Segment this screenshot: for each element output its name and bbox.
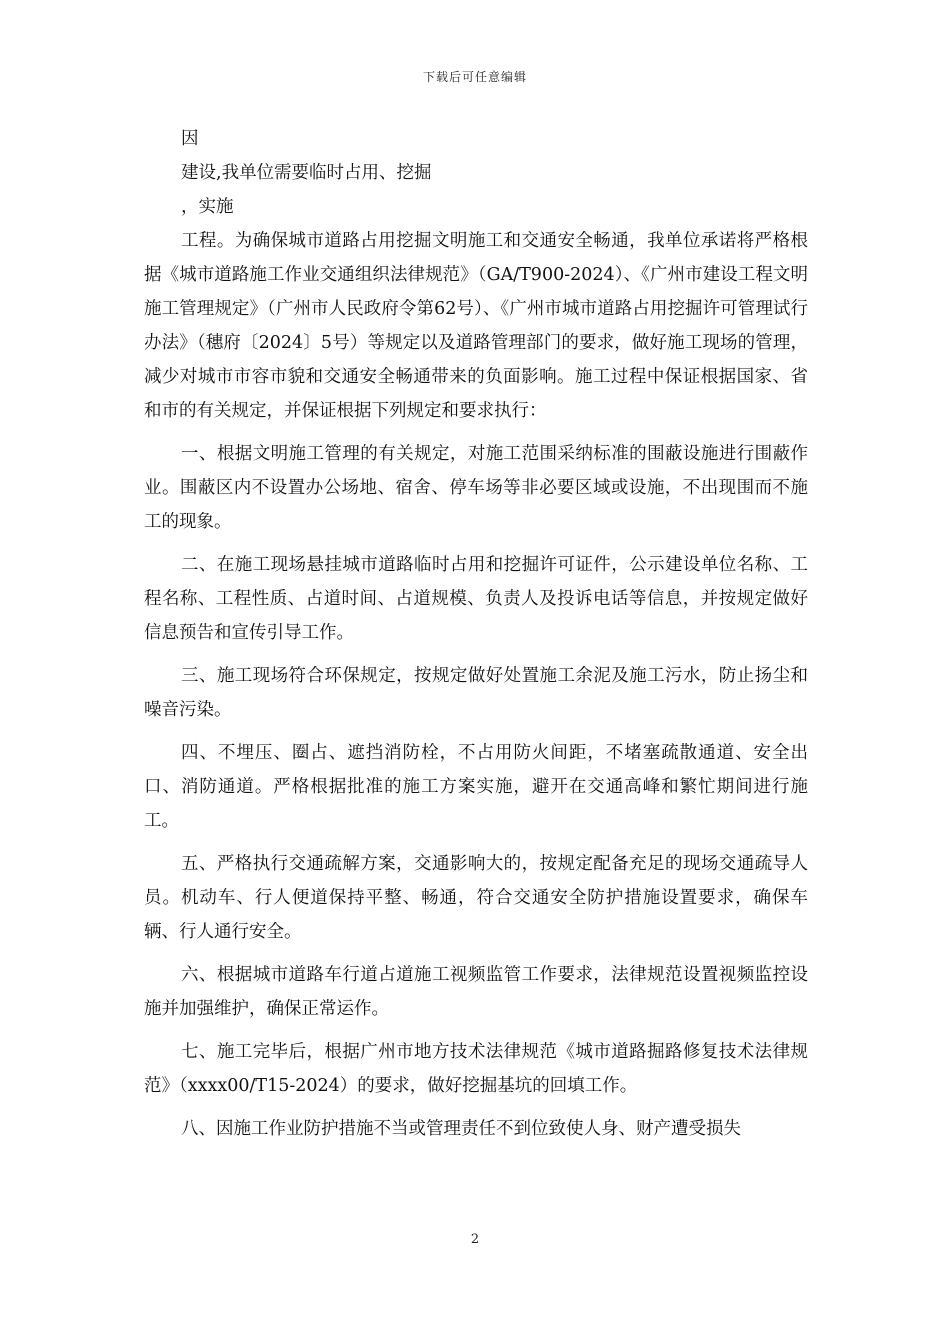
page-number: 2	[470, 1232, 480, 1247]
body-line-1: 因	[181, 129, 199, 149]
item-paragraph-6: 六、根据城市道路车行道占道施工视频监管工作要求，法律规范设置视频监控设施并加强维护，确保正常运作。	[144, 965, 808, 1019]
item-paragraph-3: 三、施工现场符合环保规定，按规定做好处置施工余泥及施工污水，防止扬尘和噪音污染。	[144, 666, 808, 720]
item-paragraph-1: 一、根据文明施工管理的有关规定，对施工范围采纳标准的围蔽设施进行围蔽作业。围蔽区内不设置办公场地、宿舍、停车场等非必要区域或设施，不出现围而不施工的现象。	[144, 444, 808, 532]
body-line-3: ，实施	[181, 197, 234, 217]
header-note: 下载后可任意编辑	[422, 70, 527, 84]
item-paragraph-7: 七、施工完毕后，根据广州市地方技术法律规范《城市道路掘路修复技术法律规范》（xxxx00/T15-2024）的要求，做好挖掘基坑的回填工作。	[144, 1042, 808, 1096]
body-line-2: 建设,我单位需要临时占用、挖掘	[181, 163, 432, 183]
item-paragraph-4: 四、不埋压、圈占、遮挡消防栓，不占用防火间距，不堵塞疏散通道、安全出口、消防通道。严格根据批准的施工方案实施，避开在交通高峰和繁忙期间进行施工。	[144, 743, 808, 831]
item-paragraph-8: 八、因施工作业防护措施不当或管理责任不到位致使人身、财产遭受损失	[181, 1119, 741, 1139]
document-body	[144, 122, 808, 1146]
intro-paragraph: 工程。为确保城市道路占用挖掘文明施工和交通安全畅通，我单位承诺将严格根据《城市道路施工作业交通组织法律规范》（GA/T900-2024）、《广州市建设工程文明施工管理规定》（广州市人民政府令第62号）、《广州市城市道路占用挖掘许可管理试行办法》（穗府〔2024〕5号）等规定以及道路管理部门的要求，做好施工现场的管理，减少对城市市容市貌和交通安全畅通带来的负面影响。施工过程中保证根据国家、省和市的有关规定，并保证根据下列规定和要求执行：	[144, 231, 808, 421]
item-paragraph-2: 二、在施工现场悬挂城市道路临时占用和挖掘许可证件，公示建设单位名称、工程名称、工程性质、占道时间、占道规模、负责人及投诉电话等信息，并按规定做好信息预告和宣传引导工作。	[144, 555, 808, 643]
item-paragraph-5: 五、严格执行交通疏解方案，交通影响大的，按规定配备充足的现场交通疏导人员。机动车、行人便道保持平整、畅通，符合交通安全防护措施设置要求，确保车辆、行人通行安全。	[144, 854, 808, 942]
